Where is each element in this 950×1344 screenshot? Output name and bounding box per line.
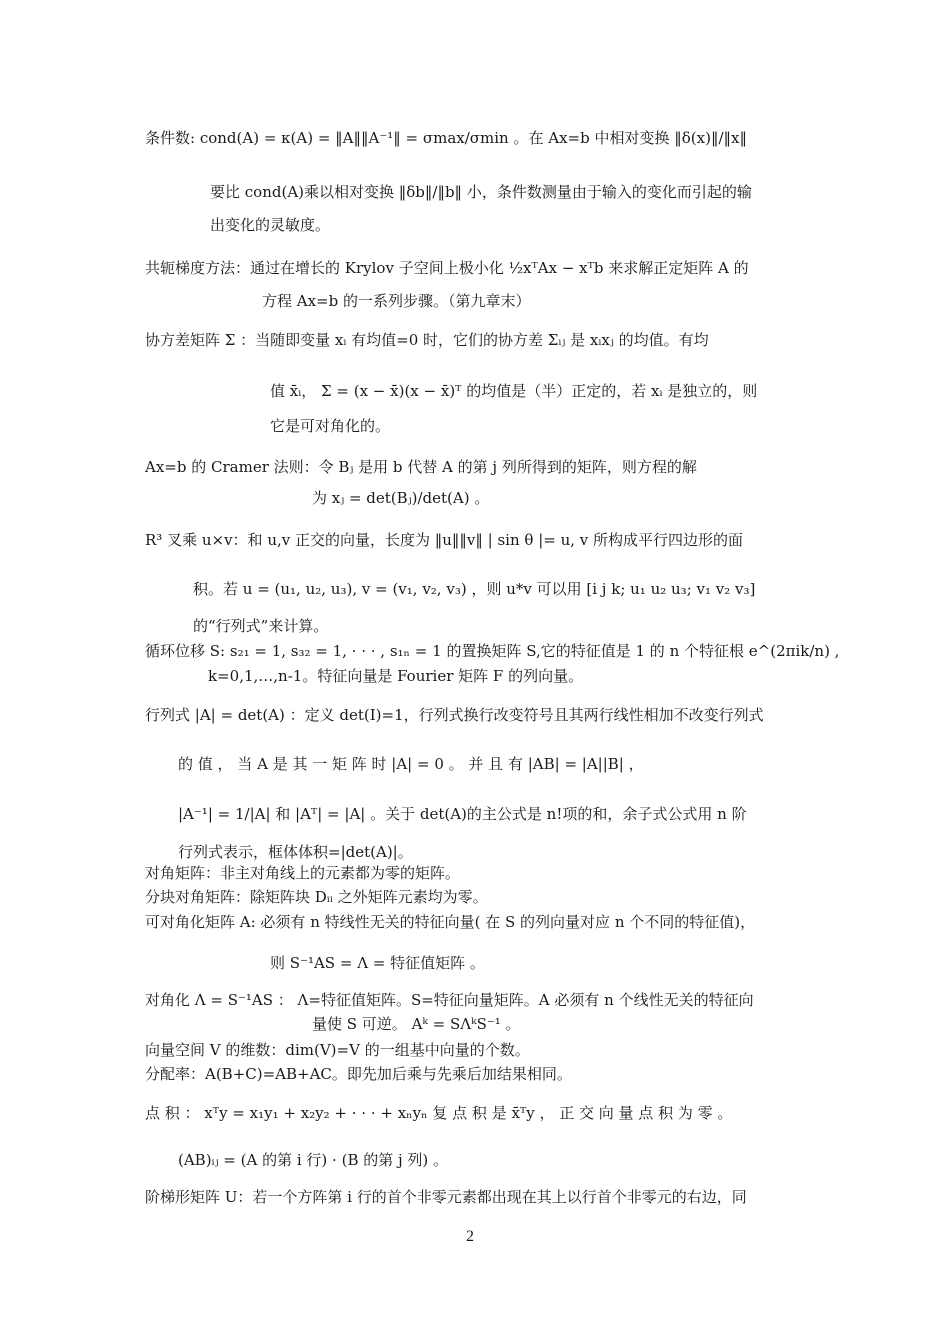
block-diagonal-line: 分块对角矩阵：除矩阵块 Dᵢᵢ 之外矩阵元素均为零。: [145, 888, 488, 906]
echelon-line-1: 阶梯形矩阵 U：若一个方阵第 i 行的首个非零元素都出现在其上以行首个非零元的右边，同: [145, 1188, 747, 1206]
cross-product-line-2: 积。若 u = (u₁, u₂, u₃), v = (v₁, v₂, v₃) ，则 u*v 可以用 [i j k; u₁ u₂ u₃; v₁ v₂ v₃]: [193, 580, 756, 598]
distributive-line: 分配率：A(B+C)=AB+AC。即先加后乘与先乘后加结果相同。: [145, 1065, 572, 1083]
cross-product-line-1: R³ 叉乘 u×v：和 u,v 正交的向量，长度为 ‖u‖‖v‖ | sin θ |= u, v 所构成平行四边形的面: [145, 531, 744, 549]
dot-product-line-1: 点 积 ： xᵀy = x₁y₁ + x₂y₂ + · · · + xₙyₙ 复 点 积 是 x̄ᵀy ， 正 交 向 量 点 积 为 零 。: [145, 1104, 733, 1122]
cramer-line-1: Ax=b 的 Cramer 法则：令 Bⱼ 是用 b 代替 A 的第 j 列所得到的矩阵，则方程的解: [145, 458, 697, 476]
determinant-line-3: |A⁻¹| = 1/|A| 和 |Aᵀ| = |A| 。关于 det(A)的主公式是 n!项的和，余子式公式用 n 阶: [178, 805, 747, 823]
condition-number-line-2: 要比 cond(A)乘以相对变换 ‖δb‖/‖b‖ 小，条件数测量由于输入的变化而引起的输: [210, 183, 752, 201]
diagonalization-line-1: 对角化 Λ = S⁻¹AS ： Λ=特征值矩阵。S=特征向量矩阵。A 必须有 n 个线性无关的特征向: [145, 991, 754, 1009]
diagonal-matrix-line: 对角矩阵：非主对角线上的元素都为零的矩阵。: [145, 864, 461, 882]
condition-number-line-3: 出变化的灵敏度。: [210, 216, 331, 234]
diagonalization-line-2: 量使 S 可逆。 Aᵏ = SΛᵏS⁻¹ 。: [312, 1015, 521, 1033]
cyclic-shift-line-2: k=0,1,…,n-1。特征向量是 Fourier 矩阵 F 的列向量。: [208, 667, 584, 685]
covariance-line-3: 它是可对角化的。: [270, 417, 391, 435]
page-number: 2: [466, 1228, 474, 1245]
determinant-line-2: 的 值 ， 当 A 是 其 一 矩 阵 时 |A| = 0 。 并 且 有 |AB| = |A||B| ，: [178, 755, 644, 773]
determinant-line-1: 行列式 |A| = det(A) ：定义 det(I)=1，行列式换行改变符号且其两行线性相加不改变行列式: [145, 706, 764, 724]
diagonalizable-line-2: 则 S⁻¹AS = Λ = 特征值矩阵 。: [270, 954, 485, 972]
determinant-line-4: 行列式表示，框体体积=|det(A)|。: [178, 843, 413, 861]
cross-product-line-3: 的“行列式”来计算。: [193, 617, 329, 635]
covariance-line-2: 值 x̄ᵢ， Σ = (x − x̄)(x − x̄)ᵀ 的均值是（半）正定的，若 xᵢ 是独立的，则: [270, 382, 758, 400]
diagonalizable-line-1: 可对角化矩阵 A: 必须有 n 特线性无关的特征向量( 在 S 的列向量对应 n 个不同的特征值)，: [145, 913, 756, 931]
dot-product-line-2: (AB)ᵢⱼ = (A 的第 i 行) · (B 的第 j 列) 。: [178, 1151, 449, 1169]
dimension-line: 向量空间 V 的维数：dim(V)=V 的一组基中向量的个数。: [145, 1041, 530, 1059]
cramer-line-2: 为 xⱼ = det(Bⱼ)/det(A) 。: [312, 489, 490, 507]
covariance-line-1: 协方差矩阵 Σ ：当随即变量 xᵢ 有均值=0 时，它们的协方差 Σᵢⱼ 是 xᵢxⱼ 的均值。有均: [145, 331, 709, 349]
conjugate-gradient-line-1: 共轭梯度方法：通过在增长的 Krylov 子空间上极小化 ½xᵀAx − xᵀb 来求解正定矩阵 A 的: [145, 259, 749, 277]
conjugate-gradient-line-2: 方程 Ax=b 的一系列步骤。（第九章末）: [262, 292, 531, 310]
condition-number-line-1: 条件数: cond(A) = κ(A) = ‖A‖‖A⁻¹‖ = σmax/σmin 。在 Ax=b 中相对变换 ‖δ(x)‖/‖x‖: [145, 129, 747, 147]
cyclic-shift-line-1: 循环位移 S: s₂₁ = 1, s₃₂ = 1, · · · , s₁ₙ = 1 的置换矩阵 S,它的特征值是 1 的 n 个特征根 e^(2πik/n) ,: [145, 642, 840, 660]
